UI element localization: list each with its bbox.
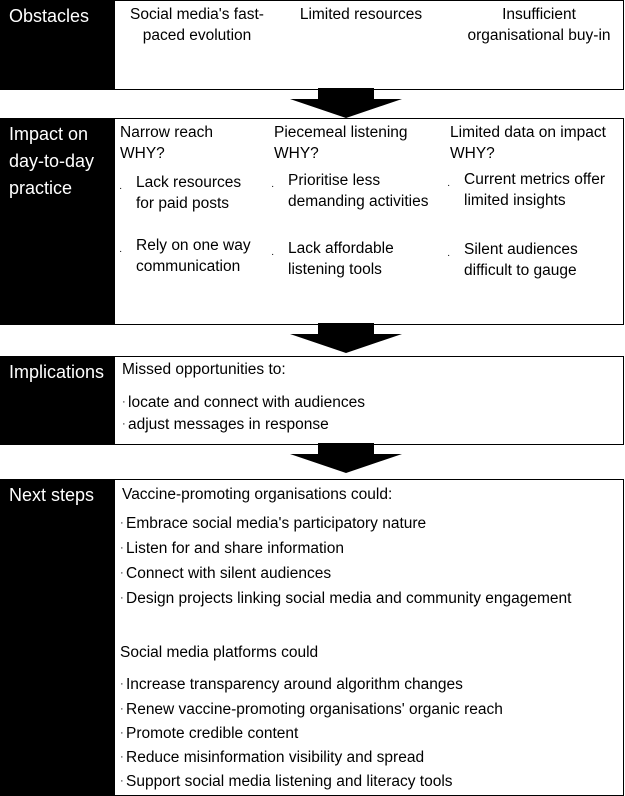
implication-point: adjust messages in response bbox=[128, 416, 329, 433]
impact-heading: Limited data on impact bbox=[450, 124, 606, 141]
list-item bbox=[120, 747, 424, 768]
implication-point: locate and connect with audiences bbox=[128, 394, 365, 411]
bullet-icon: · bbox=[120, 775, 124, 787]
platform-point: Reduce misinformation visibility and spread bbox=[126, 749, 425, 766]
list-item bbox=[120, 771, 453, 792]
implications-intro: Missed opportunities to: bbox=[122, 361, 286, 378]
org-point: Design projects linking social media and community engagement bbox=[126, 590, 572, 607]
bullet-icon: · bbox=[119, 246, 123, 257]
obstacle-item: Insufficient organisational buy-in bbox=[467, 6, 611, 44]
impact-label: Impact on day-to-day practice bbox=[1, 119, 115, 324]
implications-section bbox=[0, 356, 624, 445]
list-item bbox=[122, 414, 329, 435]
platform-point: Increase transparency around algorithm changes bbox=[126, 676, 463, 693]
down-arrow-icon bbox=[290, 323, 402, 353]
bullet-icon: · bbox=[120, 727, 124, 739]
list-item bbox=[120, 563, 331, 584]
bullet-icon: · bbox=[120, 542, 124, 554]
obstacles-section bbox=[0, 0, 624, 90]
implications-label: Implications bbox=[1, 357, 115, 444]
obstacle-item: Limited resources bbox=[299, 6, 423, 23]
bullet-icon: · bbox=[271, 181, 275, 192]
obstacle-item: Social media's fast-paced evolution bbox=[130, 6, 264, 44]
impact-point: Lack resources for paid posts bbox=[136, 174, 242, 212]
bullet-icon: · bbox=[120, 517, 124, 529]
impact-point: Rely on one way communication bbox=[136, 237, 251, 275]
org-point: Embrace social media's participatory nature bbox=[126, 515, 427, 532]
org-intro: Vaccine-promoting organisations could: bbox=[122, 486, 393, 503]
impact-point: Current metrics offer limited insights bbox=[464, 171, 605, 209]
impact-section bbox=[0, 118, 624, 325]
org-point: Listen for and share information bbox=[126, 540, 344, 557]
obstacles-label: Obstacles bbox=[1, 1, 115, 89]
bullet-icon: · bbox=[120, 751, 124, 763]
list-item bbox=[120, 674, 463, 695]
platform-point: Support social media listening and literacy tools bbox=[126, 773, 453, 790]
bullet-icon: · bbox=[122, 418, 126, 430]
down-arrow-icon bbox=[290, 88, 402, 118]
impact-why: WHY? bbox=[450, 145, 495, 162]
impact-heading: Piecemeal listening bbox=[274, 124, 408, 141]
list-item bbox=[120, 513, 426, 534]
impact-point: Silent audiences difficult to gauge bbox=[464, 241, 578, 279]
platform-point: Promote credible content bbox=[126, 725, 299, 742]
org-point: Connect with silent audiences bbox=[126, 565, 332, 582]
impact-why: WHY? bbox=[274, 145, 319, 162]
next-steps-label: Next steps bbox=[1, 480, 115, 795]
impact-point: Lack affordable listening tools bbox=[288, 240, 394, 278]
bullet-icon: · bbox=[120, 592, 124, 604]
down-arrow-icon bbox=[290, 443, 402, 473]
bullet-icon: · bbox=[447, 250, 451, 261]
list-item bbox=[120, 723, 298, 744]
list-item bbox=[120, 699, 503, 720]
list-item bbox=[120, 538, 344, 559]
bullet-icon: · bbox=[119, 183, 123, 194]
bullet-icon: · bbox=[447, 180, 451, 191]
bullet-icon: · bbox=[120, 567, 124, 579]
bullet-icon: · bbox=[122, 396, 126, 408]
bullet-icon: · bbox=[271, 249, 275, 260]
bullet-icon: · bbox=[120, 703, 124, 715]
impact-point: Prioritise less demanding activities bbox=[288, 172, 429, 210]
platform-point: Renew vaccine-promoting organisations' organic reach bbox=[126, 701, 503, 718]
next-steps-section bbox=[0, 479, 624, 796]
impact-why: WHY? bbox=[120, 145, 165, 162]
list-item bbox=[120, 588, 571, 609]
list-item bbox=[122, 392, 365, 413]
platform-intro: Social media platforms could bbox=[120, 644, 319, 661]
bullet-icon: · bbox=[120, 678, 124, 690]
impact-heading: Narrow reach bbox=[120, 124, 214, 141]
